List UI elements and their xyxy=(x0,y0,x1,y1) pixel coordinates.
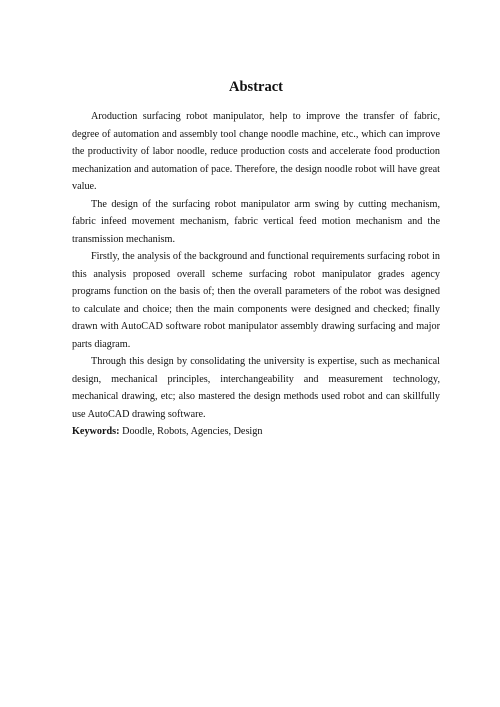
abstract-paragraph-1: Aroduction surfacing robot manipulator, help to improve the transfer of fabric, degree of automation and assembly tool change noodle machine, etc., which can improve the productivity of labor noodle, reduce production costs and accelerate food production mechanization and automation of pace. Therefore, the design noodle robot will have great value. xyxy=(72,111,440,192)
abstract-paragraph-2: The design of the surfacing robot manipulator arm swing by cutting mechanism, fabric infeed movement mechanism, fabric vertical feed motion mechanism and the transmission mechanism. xyxy=(72,198,440,245)
keywords-label: Keywords: xyxy=(72,426,120,437)
abstract-paragraph-4: Through this design by consolidating the university is expertise, such as mechanical design, mechanical principles, interchangeability and measurement technology, mechanical drawing, etc; also mastered the design methods used robot and can skillfully use AutoCAD drawing software. xyxy=(72,356,440,420)
keywords-line xyxy=(72,423,440,441)
abstract-title: Abstract xyxy=(229,79,283,95)
keywords-text: Doodle, Robots, Agencies, Design xyxy=(119,426,263,437)
abstract-paragraph-3: Firstly, the analysis of the background and functional requirements surfacing robot in this analysis proposed overall scheme surfacing robot manipulator grades agency programs function on the basis of; then the overall parameters of the robot was designed to calculate and choice; then the main components were designed and checked; finally drawn with AutoCAD software robot manipulator assembly drawing surfacing and major parts diagram. xyxy=(72,251,440,350)
abstract-section xyxy=(72,78,440,441)
